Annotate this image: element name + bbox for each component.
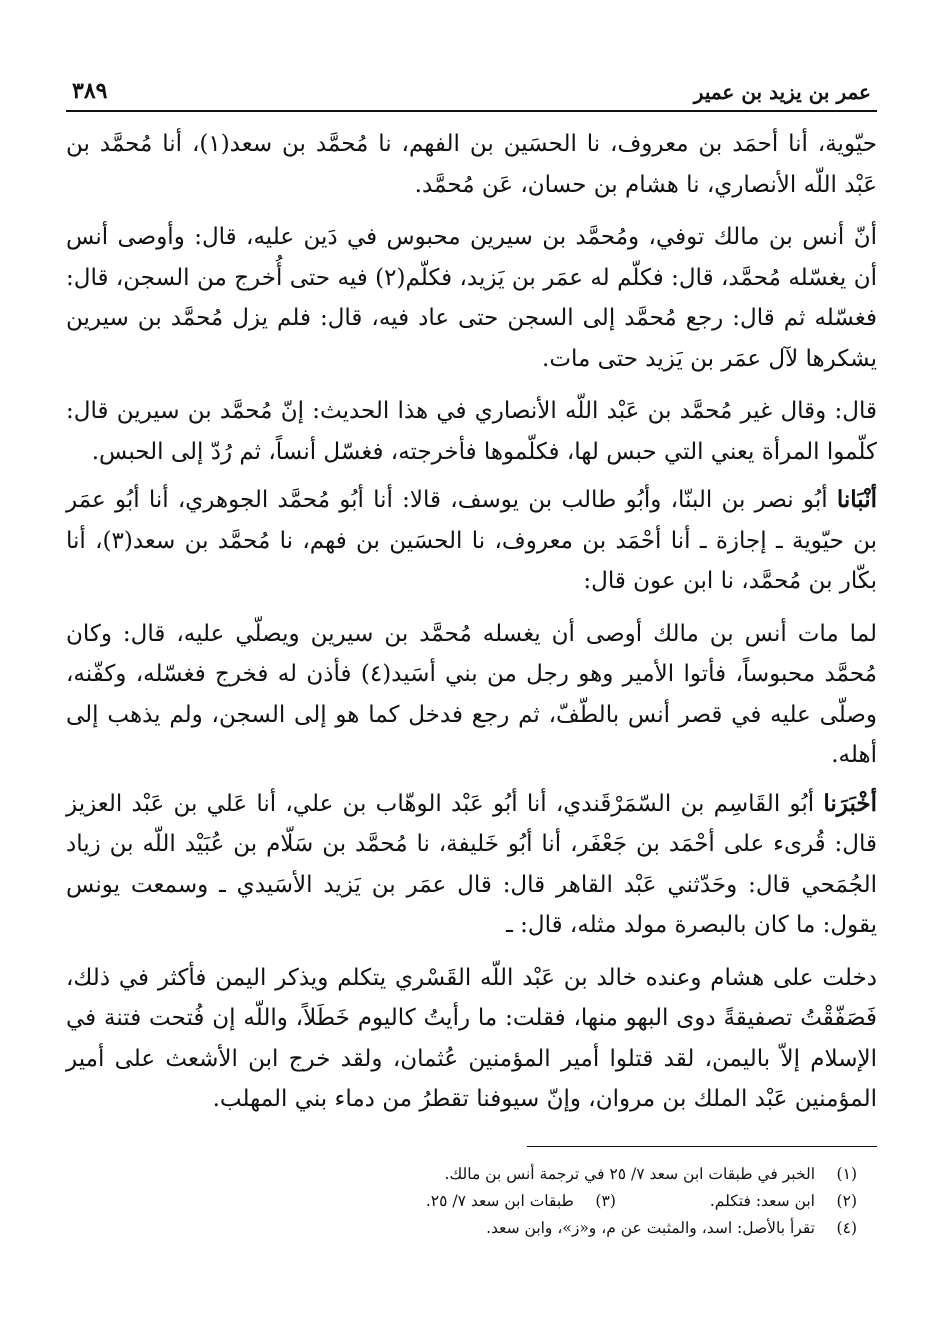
paragraph-text: قال: وقال غير مُحمَّد بن عَبْد اللّه الأنصاري في هذا الحديث: إنّ مُحمَّد بن سيرين قال: كلّموا المرأة يعني التي حبس لها، فكلّموها فأخرجته، فغسّل أنساً، ثم رُدّ إلى الحبس. — [66, 398, 877, 465]
running-title: عمر بن يزيد بن عمير — [693, 80, 871, 104]
paragraph — [66, 784, 877, 946]
paragraph-text: أبُو نصر بن البنّا، وأبُو طالب بن يوسف، قالا: أنا أبُو مُحمَّد الجوهري، أنا أبُو عمَر بن حيّوية ـ إجازة ـ أنا أحْمَد بن معروف، نا الحسَين بن فهم، نا مُحمَّد بن سعد(٣)، أنا بكّار بن مُحمَّد، نا ابن عون قال: — [66, 487, 877, 594]
footnote-text: تقرأ بالأصل: اسد، والمثبت عن م، و«ز»، وابن سعد. — [486, 1218, 815, 1237]
paragraph-text: دخلت على هشام وعنده خالد بن عَبْد اللّه القَسْري يتكلم ويذكر اليمن فأكثر في ذلك، فَصَفّقْتُ تصفيقةً دوى البهو منها، فقلت: ما رأيتُ كاليوم خَطَلاً، واللّه إن فُتحت فتنة في الإسلام إلاّ باليمن، لقد قتلوا أمير المؤمنين عُثمان، ولقد خرج ابن الأشعث على أمير المؤمنين عَبْد الملك بن مروان، وإنّ سيوفنا تقطرُ من دماء بني المهلب. — [66, 964, 877, 1112]
page-header — [66, 78, 877, 112]
footnote-text: ابن سعد: فتكلم. — [709, 1191, 815, 1210]
footnote — [66, 1215, 857, 1242]
footnote-number: (٤) — [836, 1218, 857, 1237]
footnote-number: (٣) — [595, 1191, 616, 1210]
paragraph-text: أبُو القَاسِم بن السّمَرْقَندي، أنا أبُو عَبْد الوهّاب بن علي، أنا عَلي بن عَبْد العزيز قال: قُرىء على أحْمَد بن جَعْفَر، أنا أبُو خَليفة، نا مُحمَّد بن سَلّام بن عُبَيْد اللّه بن زياد الجُمَحي قال: وحَدّثني عَبْد القاهر قال: قال عمَر بن يَزيد الأسَيدي ـ وسمعت يونس يقول: ما كان بالبصرة مولد مثله، قال: ـ — [66, 790, 877, 938]
paragraph — [66, 958, 877, 1120]
footnote — [66, 1161, 857, 1188]
paragraph — [66, 124, 877, 205]
footnotes — [66, 1161, 877, 1242]
paragraph — [66, 480, 877, 602]
body-text — [66, 124, 877, 1120]
footnote-number: (٢) — [836, 1191, 857, 1210]
paragraph-text: حيّوية، أنا أحمَد بن معروف، نا الحسَين بن الفهم، نا مُحمَّد بن سعد(١)، أنا مُحمَّد بن عَبْد اللّه الأنصاري، نا هشام بن حسان، عَن مُحمَّد. — [66, 131, 877, 198]
page-number: ٣٨٩ — [72, 78, 108, 104]
paragraph-lead: أنْبَانا — [836, 486, 877, 513]
footnote-text: طبقات ابن سعد ٧/ ٢٥. — [425, 1191, 574, 1210]
footnote-number: (١) — [836, 1164, 857, 1183]
footnote-divider — [527, 1146, 877, 1147]
paragraph-text: أنّ أنس بن مالك توفي، ومُحمَّد بن سيرين محبوس في دَين عليه، قال: وأوصى أنس أن يغسّله مُحمَّد، قال: فكلّم له عمَر بن يَزيد، فكلّم(٢) فيه حتى أُخرج من السجن، قال: فغسّله ثم قال: رجع مُحمَّد إلى السجن حتى عاد فيه، قال: فلم يزل مُحمَّد بن سيرين يشكرها لآل عمَر بن يَزيد حتى مات. — [66, 224, 877, 372]
footnote-text: الخبر في طبقات ابن سعد ٧/ ٢٥ في ترجمة أنس بن مالك. — [444, 1164, 815, 1183]
paragraph-lead: أخْبَرَنا — [823, 789, 877, 817]
paragraph-text: لما مات أنس بن مالك أوصى أن يغسله مُحمَّد بن سيرين ويصلّي عليه، قال: وكان مُحمَّد محبوساً، فأتوا الأمير وهو رجل من بني أسَيد(٤) فأذن له فخرج فغسّله، وكفّنه، وصلّى عليه في قصر أنس بالطّفّ، ثم رجع فدخل كما هو إلى السجن، ولم يذهب إلى أهله. — [66, 620, 878, 768]
paragraph — [66, 614, 877, 776]
footnote — [66, 1188, 857, 1215]
paragraph — [66, 391, 877, 472]
paragraph — [66, 217, 877, 379]
